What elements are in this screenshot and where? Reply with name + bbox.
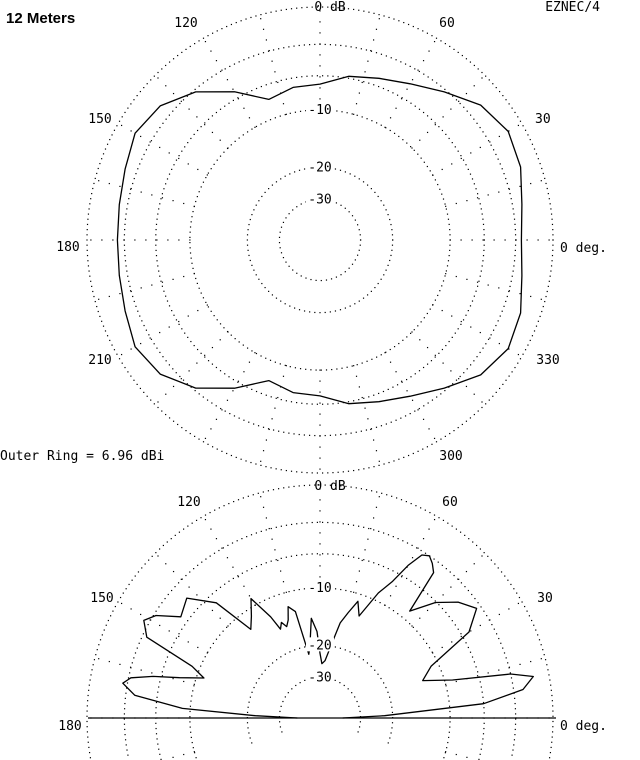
angle-label: 0 deg. xyxy=(560,241,607,256)
ring-label: -10 xyxy=(308,580,332,596)
ring-label: -20 xyxy=(308,638,332,654)
chart-title: 12 Meters xyxy=(6,10,76,27)
angle-label: 120 xyxy=(177,495,201,510)
angle-label: 180 xyxy=(58,719,82,734)
angle-label: 150 xyxy=(88,112,112,127)
angle-label: 330 xyxy=(536,353,560,368)
ring-label: -30 xyxy=(308,670,332,686)
angle-label: 300 xyxy=(439,449,463,464)
ring-label: -10 xyxy=(308,102,332,118)
angle-label: 0 dB xyxy=(314,0,346,15)
angle-label: 120 xyxy=(174,16,198,31)
angle-label: 30 xyxy=(537,591,553,606)
angle-label: 180 xyxy=(56,240,80,255)
angle-label: 60 xyxy=(439,16,455,31)
angle-label: 60 xyxy=(442,495,458,510)
ring-label: -30 xyxy=(308,192,332,208)
program-label: EZNEC/4 xyxy=(545,0,600,15)
angle-label: 0 deg. xyxy=(560,719,607,734)
angle-label: 210 xyxy=(88,353,112,368)
angle-label: 0 dB xyxy=(314,479,346,494)
angle-label: 30 xyxy=(535,112,551,127)
ring-label: -20 xyxy=(308,160,332,176)
angle-label: 150 xyxy=(90,591,114,606)
outer-ring-text: Outer Ring = 6.96 dBi xyxy=(0,449,165,464)
